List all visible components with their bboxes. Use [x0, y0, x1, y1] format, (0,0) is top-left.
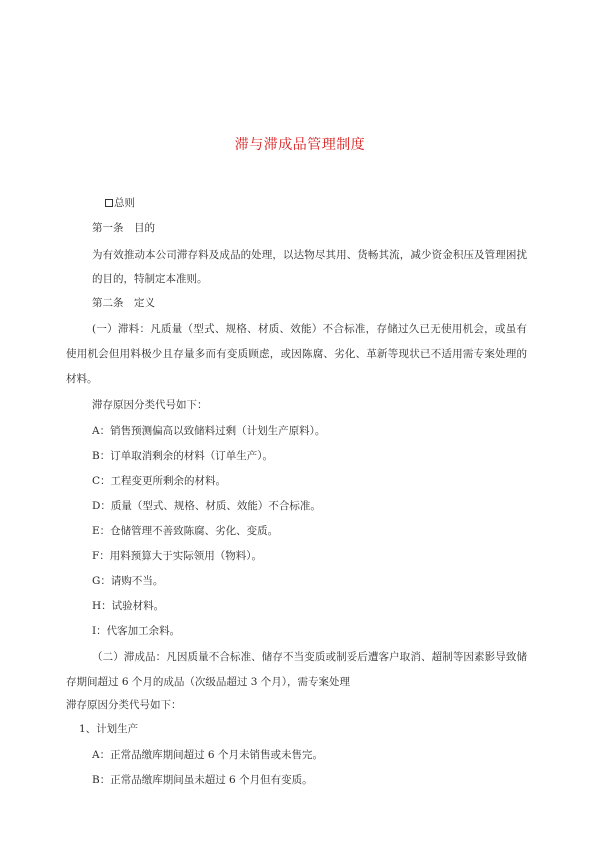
definition2-line1: （二）滞成品：凡因质量不合标准、储存不当变质或制妥后遭客户取消、超制等因素影导致储 — [92, 651, 527, 663]
reason-code-g: G：请购不当。 — [92, 575, 164, 587]
reason-code-e: E：仓储管理不善致陈腐、劣化、变质。 — [92, 525, 279, 537]
definition1-line2: 使用机会但用料极少且存量多而有变质顾虑，或因陈腐、劣化、革新等现状已不适用需专案处理的 — [66, 348, 527, 360]
article1-body-line2: 的目的，特制定本准则。 — [92, 273, 208, 285]
reason-code-f: F：用料预算大于实际领用（物料）。 — [92, 550, 263, 562]
sub-heading-planned-production: 1、计划生产 — [79, 723, 139, 735]
reason-code-b: B：订单取消剩余的材料（订单生产）。 — [92, 450, 273, 462]
definition2-line2: 存期间超过 6 个月的成品（次级品超过 3 个月），需专案处理 — [66, 676, 350, 688]
reason-codes-intro-2: 滞存原因分类代号如下： — [66, 699, 182, 711]
reason-codes-intro-1: 滞存原因分类代号如下： — [92, 399, 208, 411]
article1-body-line1: 为有效推动本公司滞存料及成品的处理，以达物尽其用、货畅其流，减少资金积压及管理困扰 — [92, 249, 527, 261]
document-title: 滞与滞成品管理制度 — [234, 137, 366, 153]
definition1-line3: 材料。 — [66, 373, 98, 385]
finished-code-b: B：正常品缴库期间虽未超过 6 个月但有变质。 — [92, 774, 313, 786]
reason-code-c: C：工程变更所剩余的材料。 — [92, 475, 227, 487]
checkbox-square-icon — [105, 199, 113, 207]
article1-heading: 第一条 目的 — [92, 222, 155, 234]
reason-code-i: I：代客加工余料。 — [92, 625, 181, 637]
article2-heading: 第二条 定义 — [92, 297, 155, 309]
section-heading — [105, 196, 135, 210]
reason-code-d: D：质量（型式、规格、材质、效能）不合标准。 — [92, 500, 321, 512]
reason-code-a: A：销售预测偏高以致储料过剩（计划生产原料）。 — [92, 425, 326, 437]
definition1-line1: (一）滞料：凡质量（型式、规格、材质、效能）不合标准，存储过久已无使用机会，或虽有 — [92, 323, 527, 335]
section-heading-text: 总则 — [114, 197, 135, 209]
reason-code-h: H：试验材料。 — [92, 600, 165, 612]
finished-code-a: A：正常品缴库期间超过 6 个月未销售或未售完。 — [92, 749, 323, 761]
